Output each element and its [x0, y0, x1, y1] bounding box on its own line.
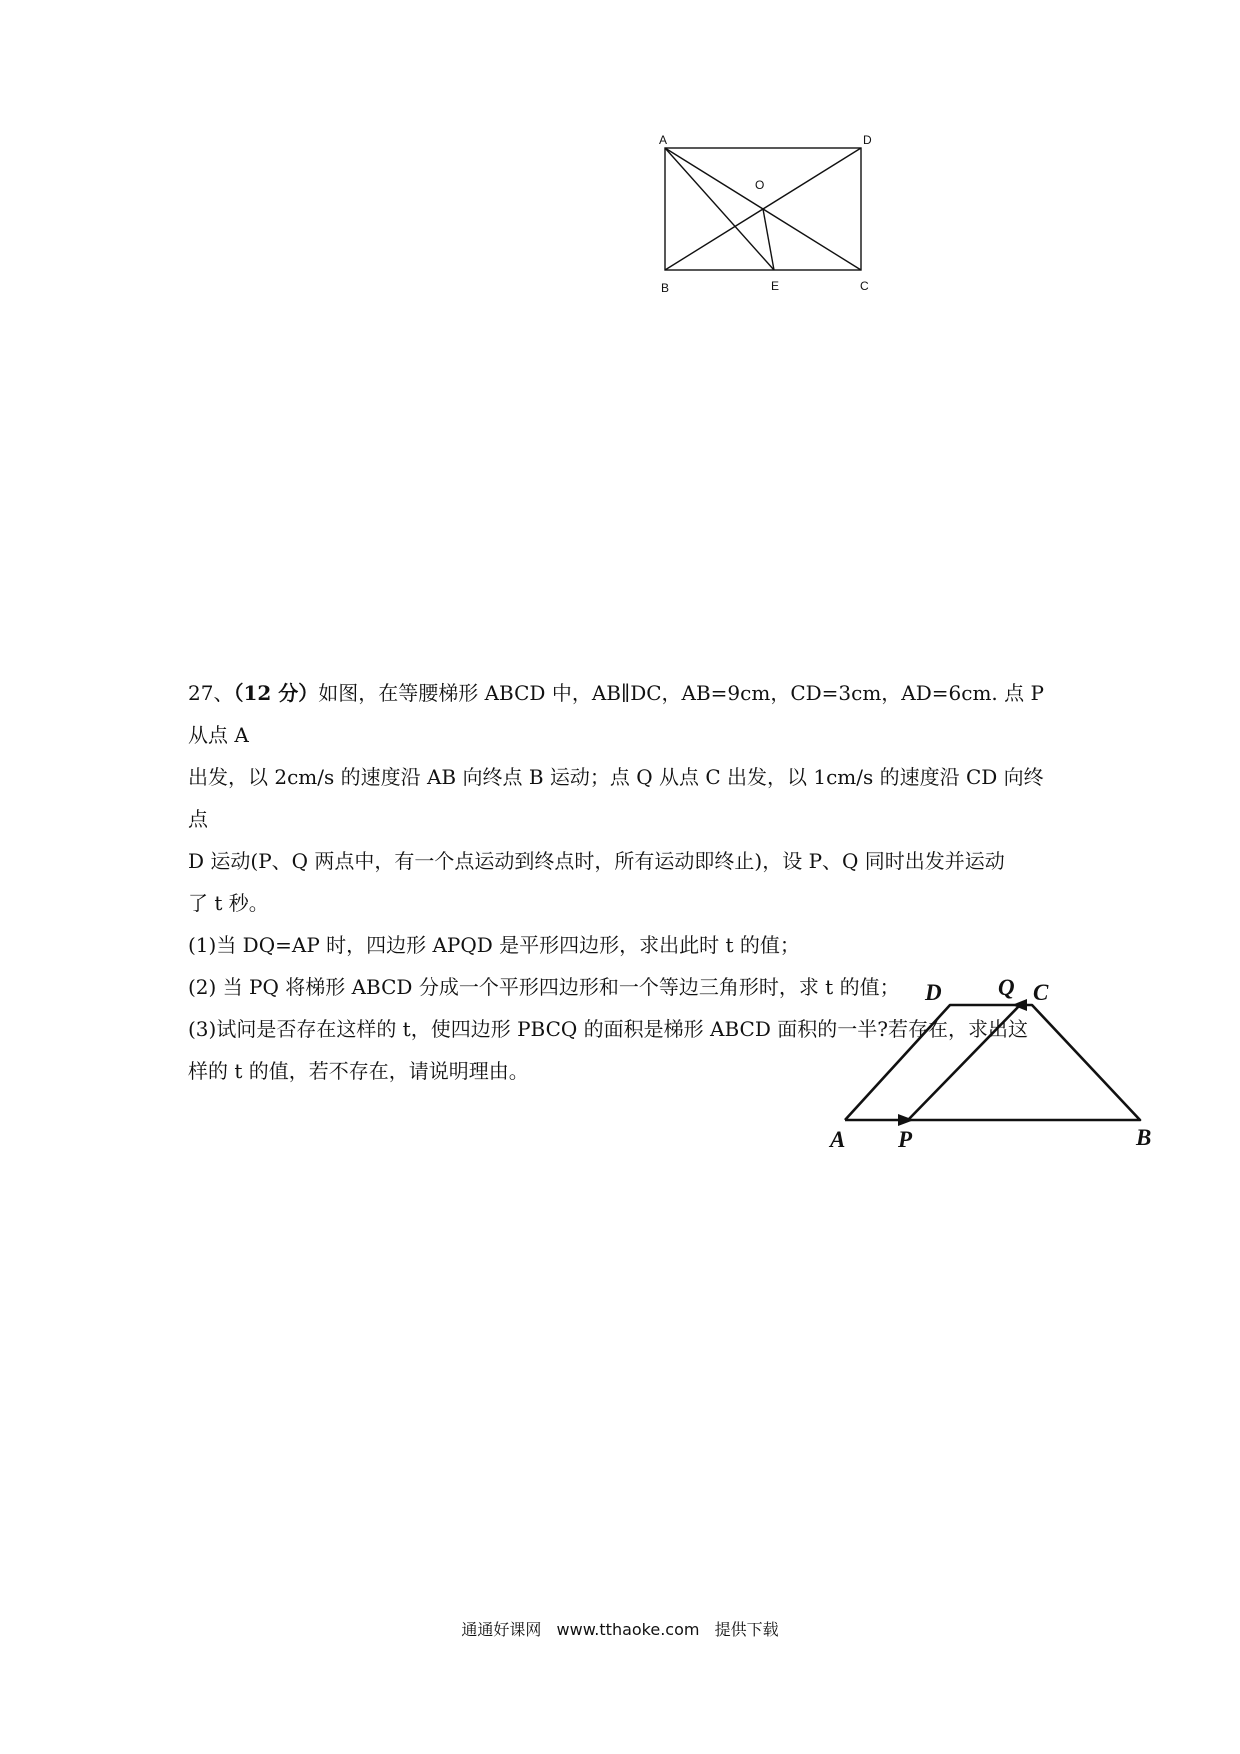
trapezoid-figure: [820, 975, 1170, 1175]
footer-site-name: 通通好课网: [461, 1620, 542, 1639]
label-p: P: [898, 1127, 913, 1152]
label-q: Q: [998, 975, 1015, 1000]
segment-ae: [665, 148, 774, 270]
label-b: B: [661, 281, 670, 295]
problem-number: 27、: [188, 681, 234, 705]
label-b: B: [1136, 1125, 1152, 1150]
problem-score: （12 分）: [233, 681, 319, 705]
trapezoid-abcd: [845, 1005, 1140, 1120]
page-footer: [0, 1617, 1240, 1640]
footer-url[interactable]: www.tthaoke.com: [556, 1620, 700, 1639]
label-a: A: [830, 1127, 846, 1152]
question-1: (1)当 DQ=AP 时，四边形 APQD 是平形四边形，求出此时 t 的值；: [188, 933, 800, 957]
question-3-line-1: (3)试问是否存在这样的 t，使四边形 PBCQ 的面积是梯形 ABCD 面积的一半?若存在，求出这: [188, 1017, 1028, 1041]
problem-line-2: 出发，以 2cm/s 的速度沿 AB 向终点 B 运动；点 Q 从点 C 出发，以 1cm/s 的速度沿 CD 向终点: [188, 765, 1044, 831]
question-3-line-2: 样的 t 的值，若不存在，请说明理由。: [188, 1059, 529, 1083]
problem-line-3: D 运动(P、Q 两点中，有一个点运动到终点时，所有运动即终止)，设 P、Q 同时出发并运动: [188, 849, 1005, 873]
label-e: E: [771, 279, 780, 293]
problem-intro: 如图，在等腰梯形 ABCD 中，AB∥DC，AB=9cm，CD=3cm，AD=6cm. 点 P 从点 A: [188, 681, 1044, 747]
label-o: O: [755, 178, 765, 192]
problem-line-1: [188, 672, 1058, 756]
segment-pq: [908, 1005, 1020, 1120]
label-d: D: [925, 980, 942, 1005]
question-2: (2) 当 PQ 将梯形 ABCD 分成一个平形四边形和一个等边三角形时，求 t 的值；: [188, 975, 900, 999]
rectangle-figure: [655, 128, 885, 298]
label-c: C: [860, 279, 869, 293]
label-a: A: [659, 133, 668, 147]
label-d: D: [863, 133, 872, 147]
problem-line-4: 了 t 秒。: [188, 891, 269, 915]
label-c: C: [1033, 980, 1049, 1005]
segment-oe: [763, 209, 774, 270]
footer-suffix: 提供下载: [714, 1620, 779, 1639]
